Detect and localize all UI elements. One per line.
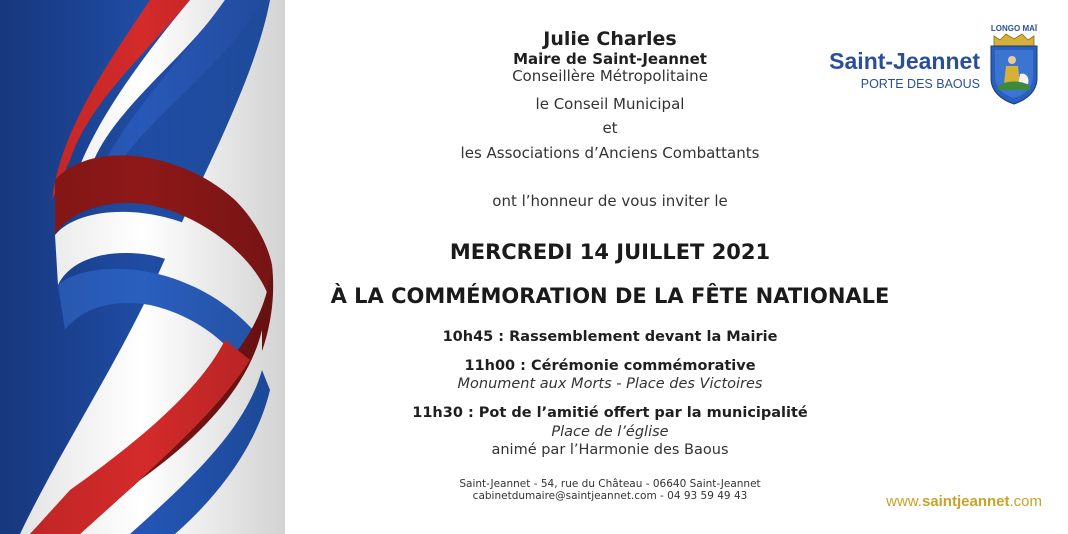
line-associations: les Associations d’Anciens Combattants	[460, 144, 760, 162]
flag-ribbon	[0, 0, 285, 534]
program-item-3-extra: animé par l’Harmonie des Baous	[491, 442, 729, 458]
website-prefix: www.	[886, 493, 922, 510]
contact-address: Saint-Jeannet - 54, rue du Château - 06640 Saint-Jeannet	[459, 478, 761, 490]
contact-email-phone: cabinetdumaire@saintjeannet.com - 04 93 59 49 43	[472, 490, 748, 502]
program-item-3-place: Place de l’église	[551, 424, 669, 440]
event-date: MERCREDI 14 JUILLET 2021	[449, 240, 771, 264]
town-name: Saint-Jeannet	[829, 48, 980, 74]
program-item-2-place: Monument aux Morts - Place des Victoires	[457, 376, 763, 392]
program-item-1: 10h45 : Rassemblement devant la Mairie	[442, 329, 778, 345]
host-title-council: Conseillère Métropolitaine	[512, 67, 708, 85]
line-invite: ont l’honneur de vous inviter le	[492, 192, 728, 210]
website-suffix: .com	[1009, 493, 1042, 510]
website-link[interactable]	[886, 493, 1042, 510]
line-et: et	[602, 119, 618, 137]
website-domain: saintjeannet	[921, 493, 1010, 510]
town-logo	[780, 48, 980, 91]
coat-of-arms-icon	[984, 22, 1044, 108]
program-item-3: 11h30 : Pot de l’amitié offert par la municipalité	[412, 405, 808, 421]
line-conseil: le Conseil Municipal	[535, 95, 685, 113]
host-name: Julie Charles	[543, 28, 677, 50]
program-item-2: 11h00 : Cérémonie commémorative	[464, 358, 756, 374]
town-tagline: PORTE DES BAOUS	[860, 77, 980, 91]
event-title: À LA COMMÉMORATION DE LA FÊTE NATIONALE	[330, 284, 890, 308]
host-title-mayor: Maire de Saint-Jeannet	[513, 50, 707, 68]
crest-motto: LONGO MAÏ	[990, 24, 1038, 33]
